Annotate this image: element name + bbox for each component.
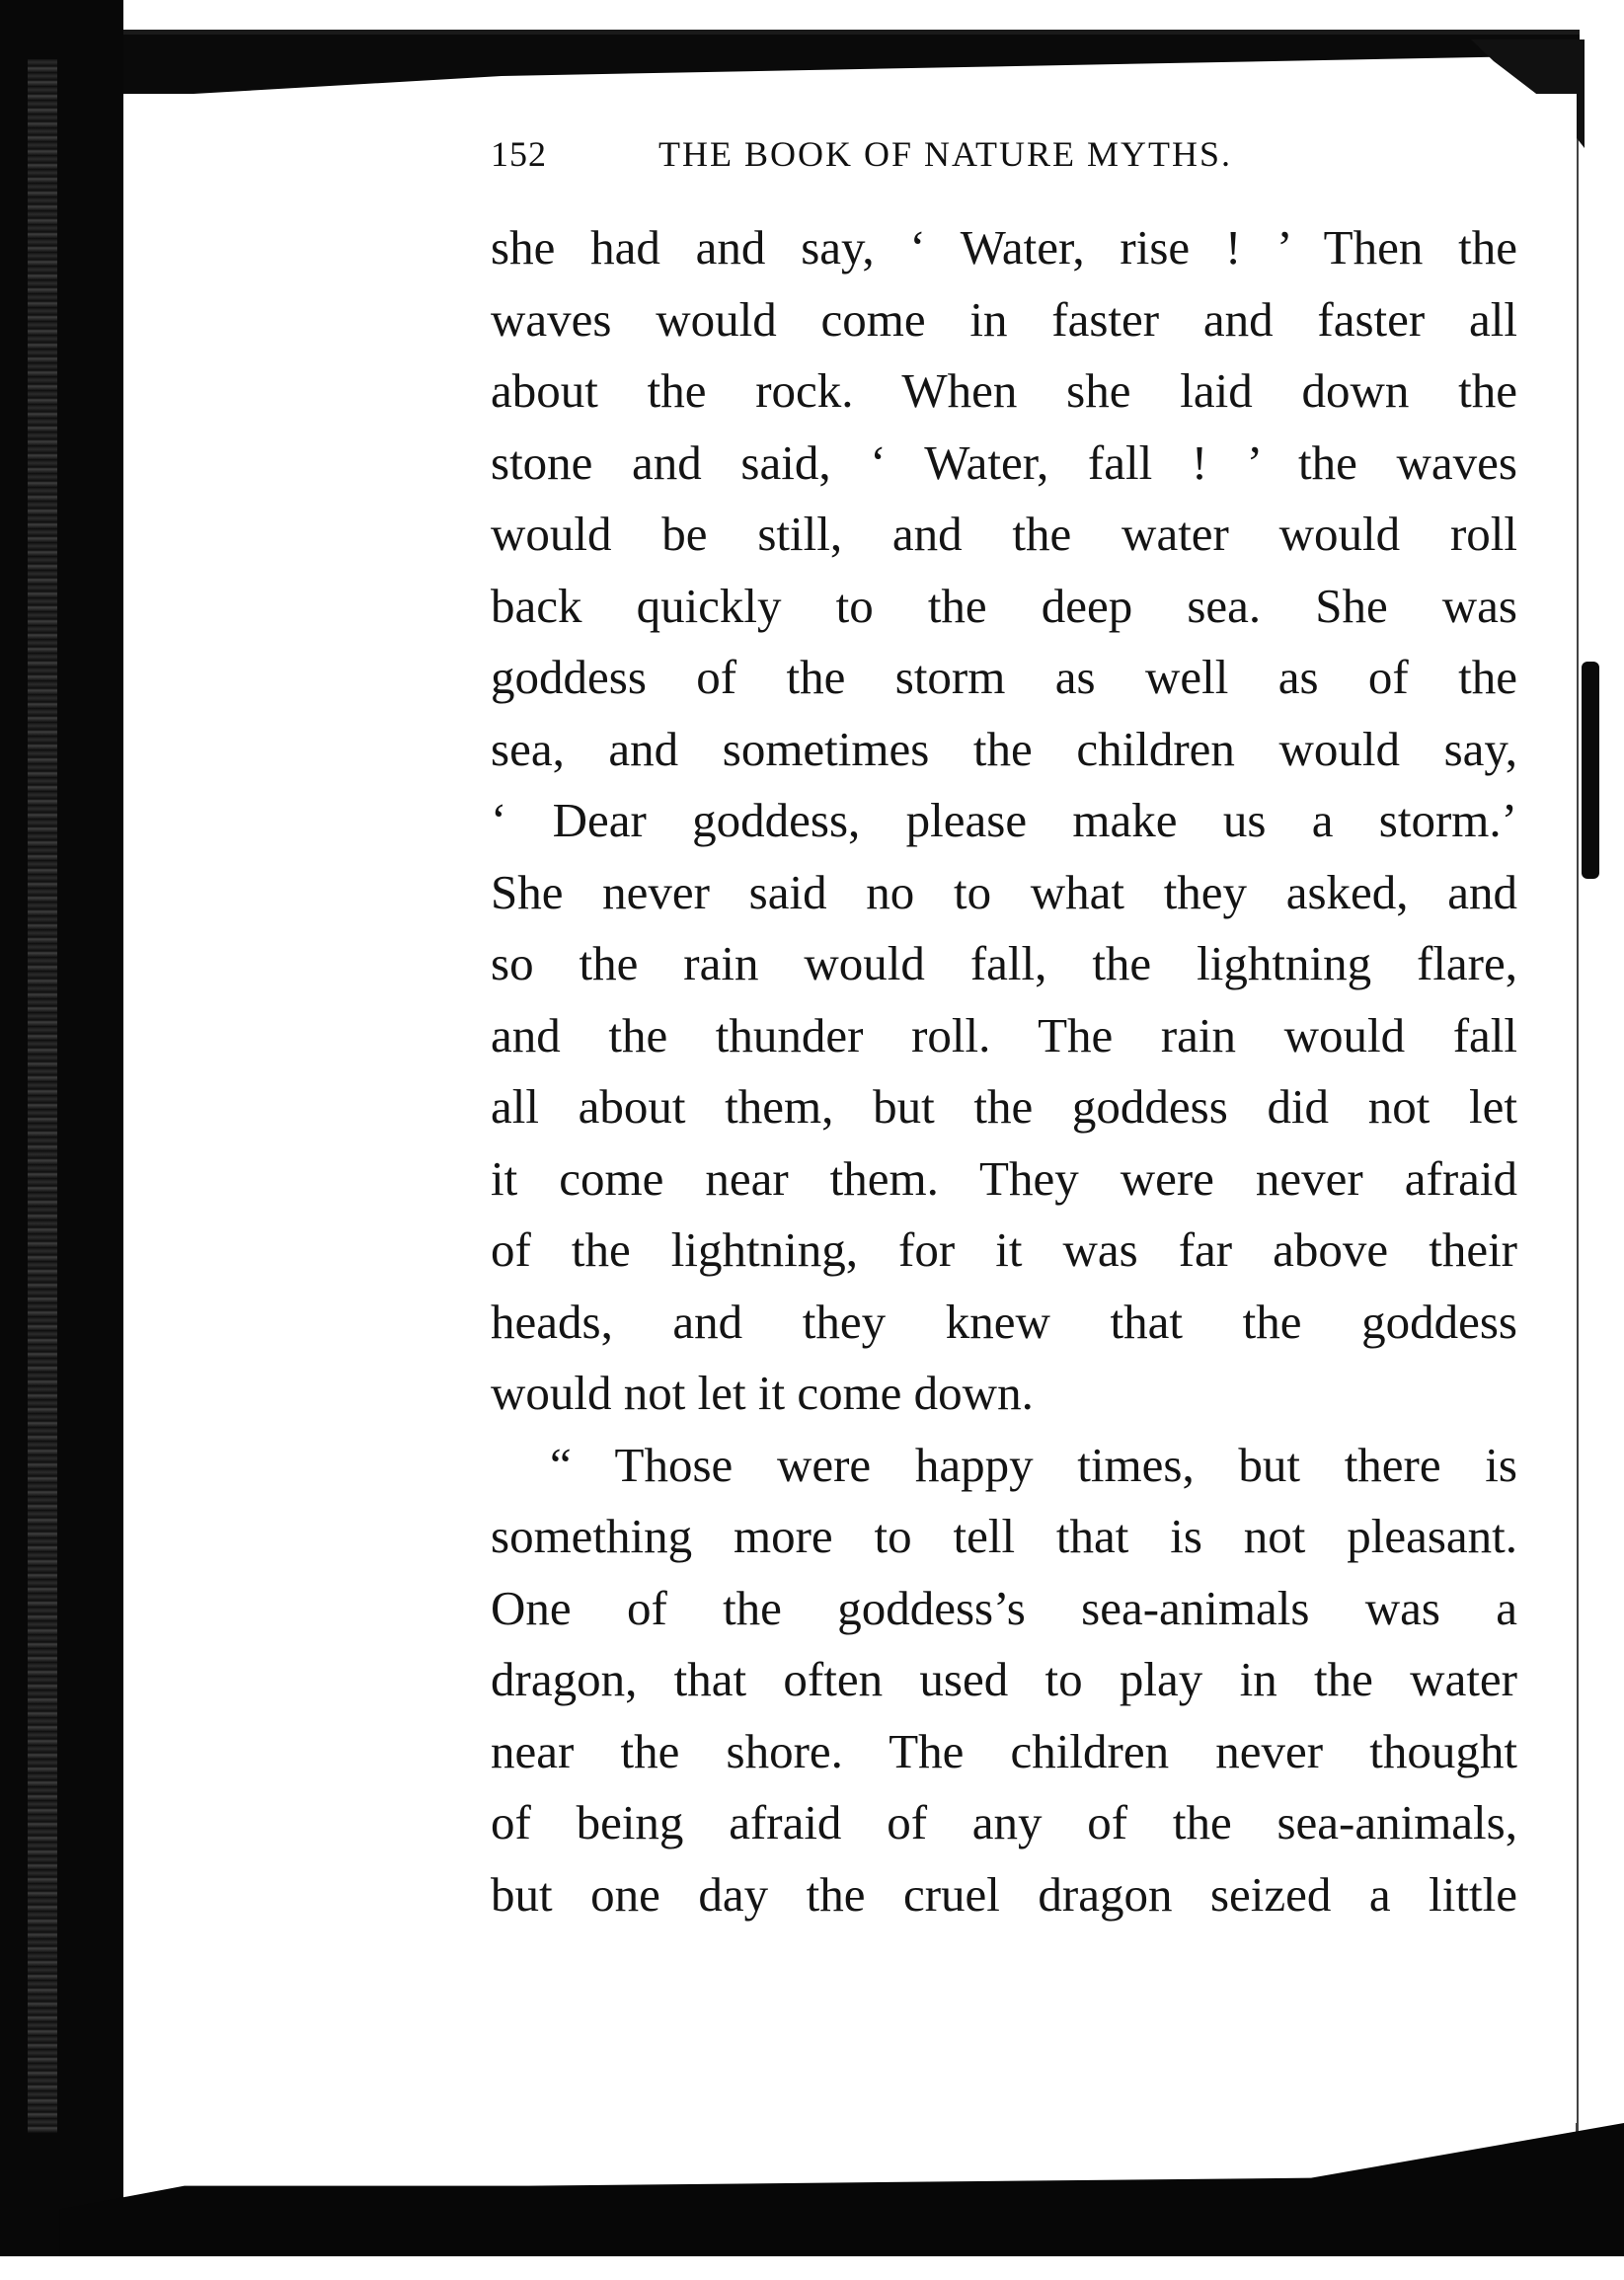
text-line: She never said no to what they asked, and [491, 864, 1517, 919]
text-line: it come near them. They were never afraid [491, 1150, 1517, 1206]
scan-top-shadow [39, 35, 1580, 94]
text-line: would be still, and the water would roll [491, 507, 1517, 561]
page-number: 152 [491, 134, 547, 174]
text-line: One of the goddess’s sea-animals was a [491, 1580, 1517, 1635]
text-line: would not let it come down. [491, 1366, 1034, 1420]
scan-left-texture [28, 59, 57, 2133]
text-line: but one day the cruel dragon seized a little [491, 1866, 1517, 1922]
text-line: of being afraid of any of the sea-animals, [491, 1795, 1517, 1849]
text-line: dragon, that often used to play in the water [491, 1652, 1517, 1706]
scan-right-notch [1582, 662, 1599, 879]
text-line: heads, and they knew that the goddess [491, 1294, 1517, 1349]
text-line: so the rain would fall, the lightning flare, [491, 936, 1517, 990]
text-line: back quickly to the deep sea. She was [491, 578, 1517, 633]
text-line: ‘ Dear goddess, please make us a storm.’ [491, 793, 1517, 847]
book-page [123, 94, 1577, 2123]
body-text [491, 212, 1517, 1930]
scan-left-shadow [0, 0, 123, 2280]
text-line: of the lightning, for it was far above their [491, 1222, 1517, 1277]
paragraph-2 [491, 1430, 1517, 1931]
scan-right-margin [1577, 79, 1624, 2251]
text-line: waves would come in faster and faster all [491, 291, 1517, 347]
text-line: goddess of the storm as well as of the [491, 650, 1517, 704]
running-head [491, 133, 1547, 193]
text-line: and the thunder roll. The rain would fall [491, 1007, 1517, 1062]
scan-bottom-margin [0, 2256, 1624, 2280]
text-line: all about them, but the goddess did not let [491, 1079, 1517, 1134]
text-line: sea, and sometimes the children would say, [491, 721, 1517, 776]
paragraph-1 [491, 212, 1517, 1430]
text-line: about the rock. When she laid down the [491, 363, 1517, 418]
text-line: “ Those were happy times, but there is [550, 1437, 1517, 1492]
text-line: near the shore. The children never thought [491, 1723, 1517, 1778]
text-line: stone and said, ‘ Water, fall ! ’ the waves [491, 434, 1517, 490]
text-line: something more to tell that is not pleasant. [491, 1509, 1517, 1563]
running-head-title: THE BOOK OF NATURE MYTHS. [658, 134, 1233, 174]
text-line: she had and say, ‘ Water, rise ! ’ Then the [491, 220, 1517, 275]
